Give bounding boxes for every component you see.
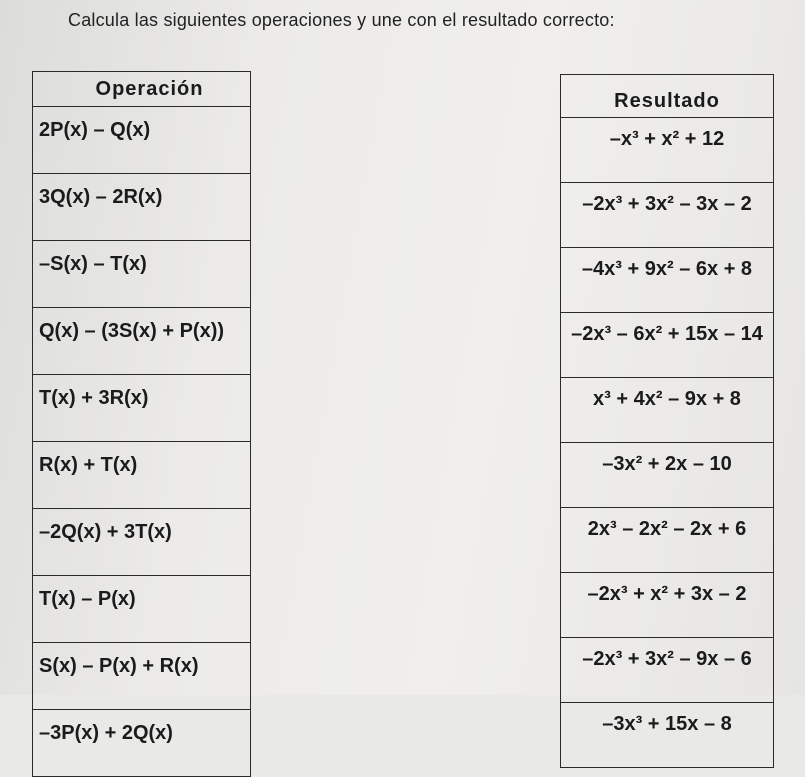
operation-cell: Q(x) – (3S(x) + P(x))	[33, 308, 251, 375]
operation-cell: T(x) – P(x)	[33, 576, 251, 643]
results-header: Resultado	[561, 75, 774, 118]
instruction-text: Calcula las siguientes operaciones y une con el resultado correcto:	[68, 10, 615, 30]
operation-cell: 3Q(x) – 2R(x)	[33, 174, 251, 241]
result-cell: –x³ + x² + 12	[561, 118, 774, 183]
operations-table	[32, 71, 251, 777]
operation-cell: R(x) + T(x)	[33, 442, 251, 509]
operation-cell: –2Q(x) + 3T(x)	[33, 509, 251, 576]
operation-cell: –3P(x) + 2Q(x)	[33, 710, 251, 777]
result-cell: x³ + 4x² – 9x + 8	[561, 378, 774, 443]
result-cell: –3x² + 2x – 10	[561, 443, 774, 508]
operation-cell: 2P(x) – Q(x)	[33, 107, 251, 174]
operation-cell: T(x) + 3R(x)	[33, 375, 251, 442]
results-table	[560, 74, 774, 768]
result-cell: –2x³ + 3x² – 9x – 6	[561, 638, 774, 703]
result-cell: –2x³ + x² + 3x – 2	[561, 573, 774, 638]
result-cell: –2x³ – 6x² + 15x – 14	[561, 313, 774, 378]
result-cell: –4x³ + 9x² – 6x + 8	[561, 248, 774, 313]
operations-header: Operación	[33, 72, 251, 107]
result-cell: –2x³ + 3x² – 3x – 2	[561, 183, 774, 248]
operation-cell: –S(x) – T(x)	[33, 241, 251, 308]
result-cell: 2x³ – 2x² – 2x + 6	[561, 508, 774, 573]
result-cell: –3x³ + 15x – 8	[561, 703, 774, 768]
operation-cell: S(x) – P(x) + R(x)	[33, 643, 251, 710]
